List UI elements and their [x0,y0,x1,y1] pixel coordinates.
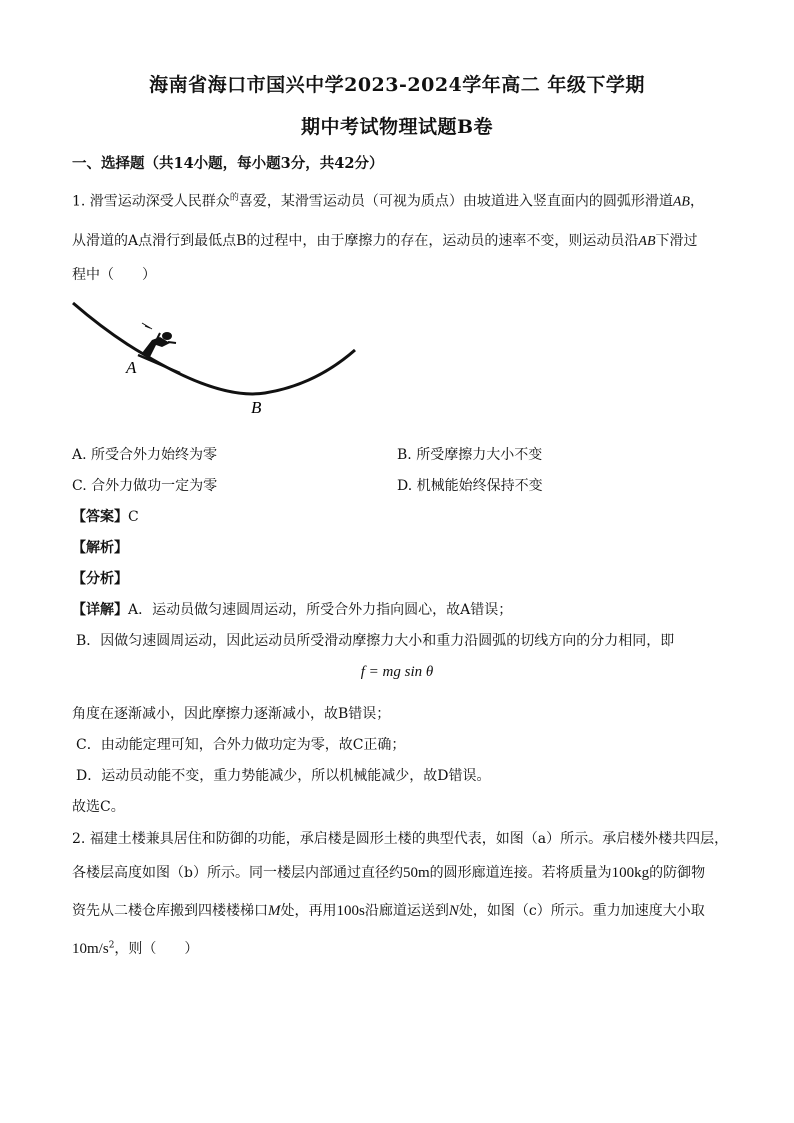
friction-formula: f = mg sin θ [360,664,434,680]
q2-math: N [448,903,459,919]
q2-text: 沿廊道运送到 [364,903,449,919]
math-ab: AB [638,234,656,249]
q1-text: ， [689,193,704,210]
q1-text: 1. 滑雪运动深受人民群众 [72,193,230,210]
q1-text: 下滑过 [655,233,698,249]
answer-value: C [128,509,139,525]
q2-math: 50m [402,865,430,881]
analysis-tag: 【解析】 [72,540,128,556]
detail-tag: 【详解】 [72,602,128,618]
option-d: D. 机械能始终保持不变 [397,478,543,494]
q2-math-sup: 2 [108,940,115,951]
q1-line1 [72,190,704,211]
q2-text: 各楼层高度如图（b）所示。同一楼层内部通过直径约 [72,865,403,881]
q2-text: 处，如图（c）所示。重力加速度大小取 [458,903,705,919]
q2-line2 [72,862,705,882]
page-title-line2: 期中考试物理试题B卷 [300,116,494,138]
ski-slope-figure [70,295,370,420]
q2-math: 100s [336,903,365,919]
q2-math: M [268,903,281,919]
detail-d: D．运动员动能不变，重力势能减少，所以机械能减少，故D错误。 [76,768,491,784]
q1-glyph: 的 [229,193,239,203]
q2-line3 [72,900,705,920]
math-ab: AB [672,194,690,210]
q1-line2 [72,230,698,250]
page-title-line1: 海南省海口市国兴中学2023-2024学年高二 年级下学期 [149,74,645,96]
q2-text: 处，再用 [280,903,337,919]
option-a: A. 所受合外力始终为零 [72,447,218,463]
q2-math: 100kg [611,865,650,881]
q2-math: 10m/s [72,941,109,957]
detail-b2: 角度在逐渐减小，因此摩擦力逐渐减小，故B错误； [72,706,391,722]
slope-curve [73,303,355,394]
answer-tag: 【答案】 [72,509,128,525]
answer-line [72,506,139,526]
conclusion: 故选C。 [72,799,125,815]
section-heading: 一、选择题（共14小题，每小题3分，共42分） [72,155,384,172]
label-a: A [126,358,137,377]
q2-text: 的防御物 [649,865,706,881]
q1-line3: 程中（ ） [72,267,156,283]
detail-a-line [72,599,512,619]
q2-line1: 2. 福建土楼兼具居住和防御的功能，承启楼是圆形土楼的典型代表，如图（a）所示。承启楼外楼共四层， [72,831,729,847]
q2-text: ，则（ ） [114,941,199,957]
detail-b: B．因做匀速圆周运动，因此运动员所受滑动摩擦力大小和重力沿圆弧的切线方向的分力相同，即 [76,633,675,649]
q2-text: 的圆形廊道连接。若将质量为 [429,865,612,881]
q2-text: 资先从二楼仓库搬到四楼楼梯口 [72,903,268,919]
q1-text: 从滑道的A点滑行到最低点B的过程中，由于摩擦力的存在，运动员的速率不变，则运动员沿 [72,233,639,249]
detail-a: A．运动员做匀速圆周运动，所受合外力指向圆心，故A错误； [128,602,513,618]
q1-text: 喜爱，某滑雪运动员（可视为质点）由坡道进入竖直面内的圆弧形滑道 [238,193,673,210]
fenxi-tag: 【分析】 [72,571,128,587]
q2-line4 [72,938,198,958]
detail-c: C．由动能定理可知，合外力做功定为零，故C正确； [76,737,406,753]
option-b: B. 所受摩擦力大小不变 [397,447,543,463]
label-b: B [251,398,262,417]
skier-icon [138,323,180,373]
option-c: C. 合外力做功一定为零 [72,478,218,494]
